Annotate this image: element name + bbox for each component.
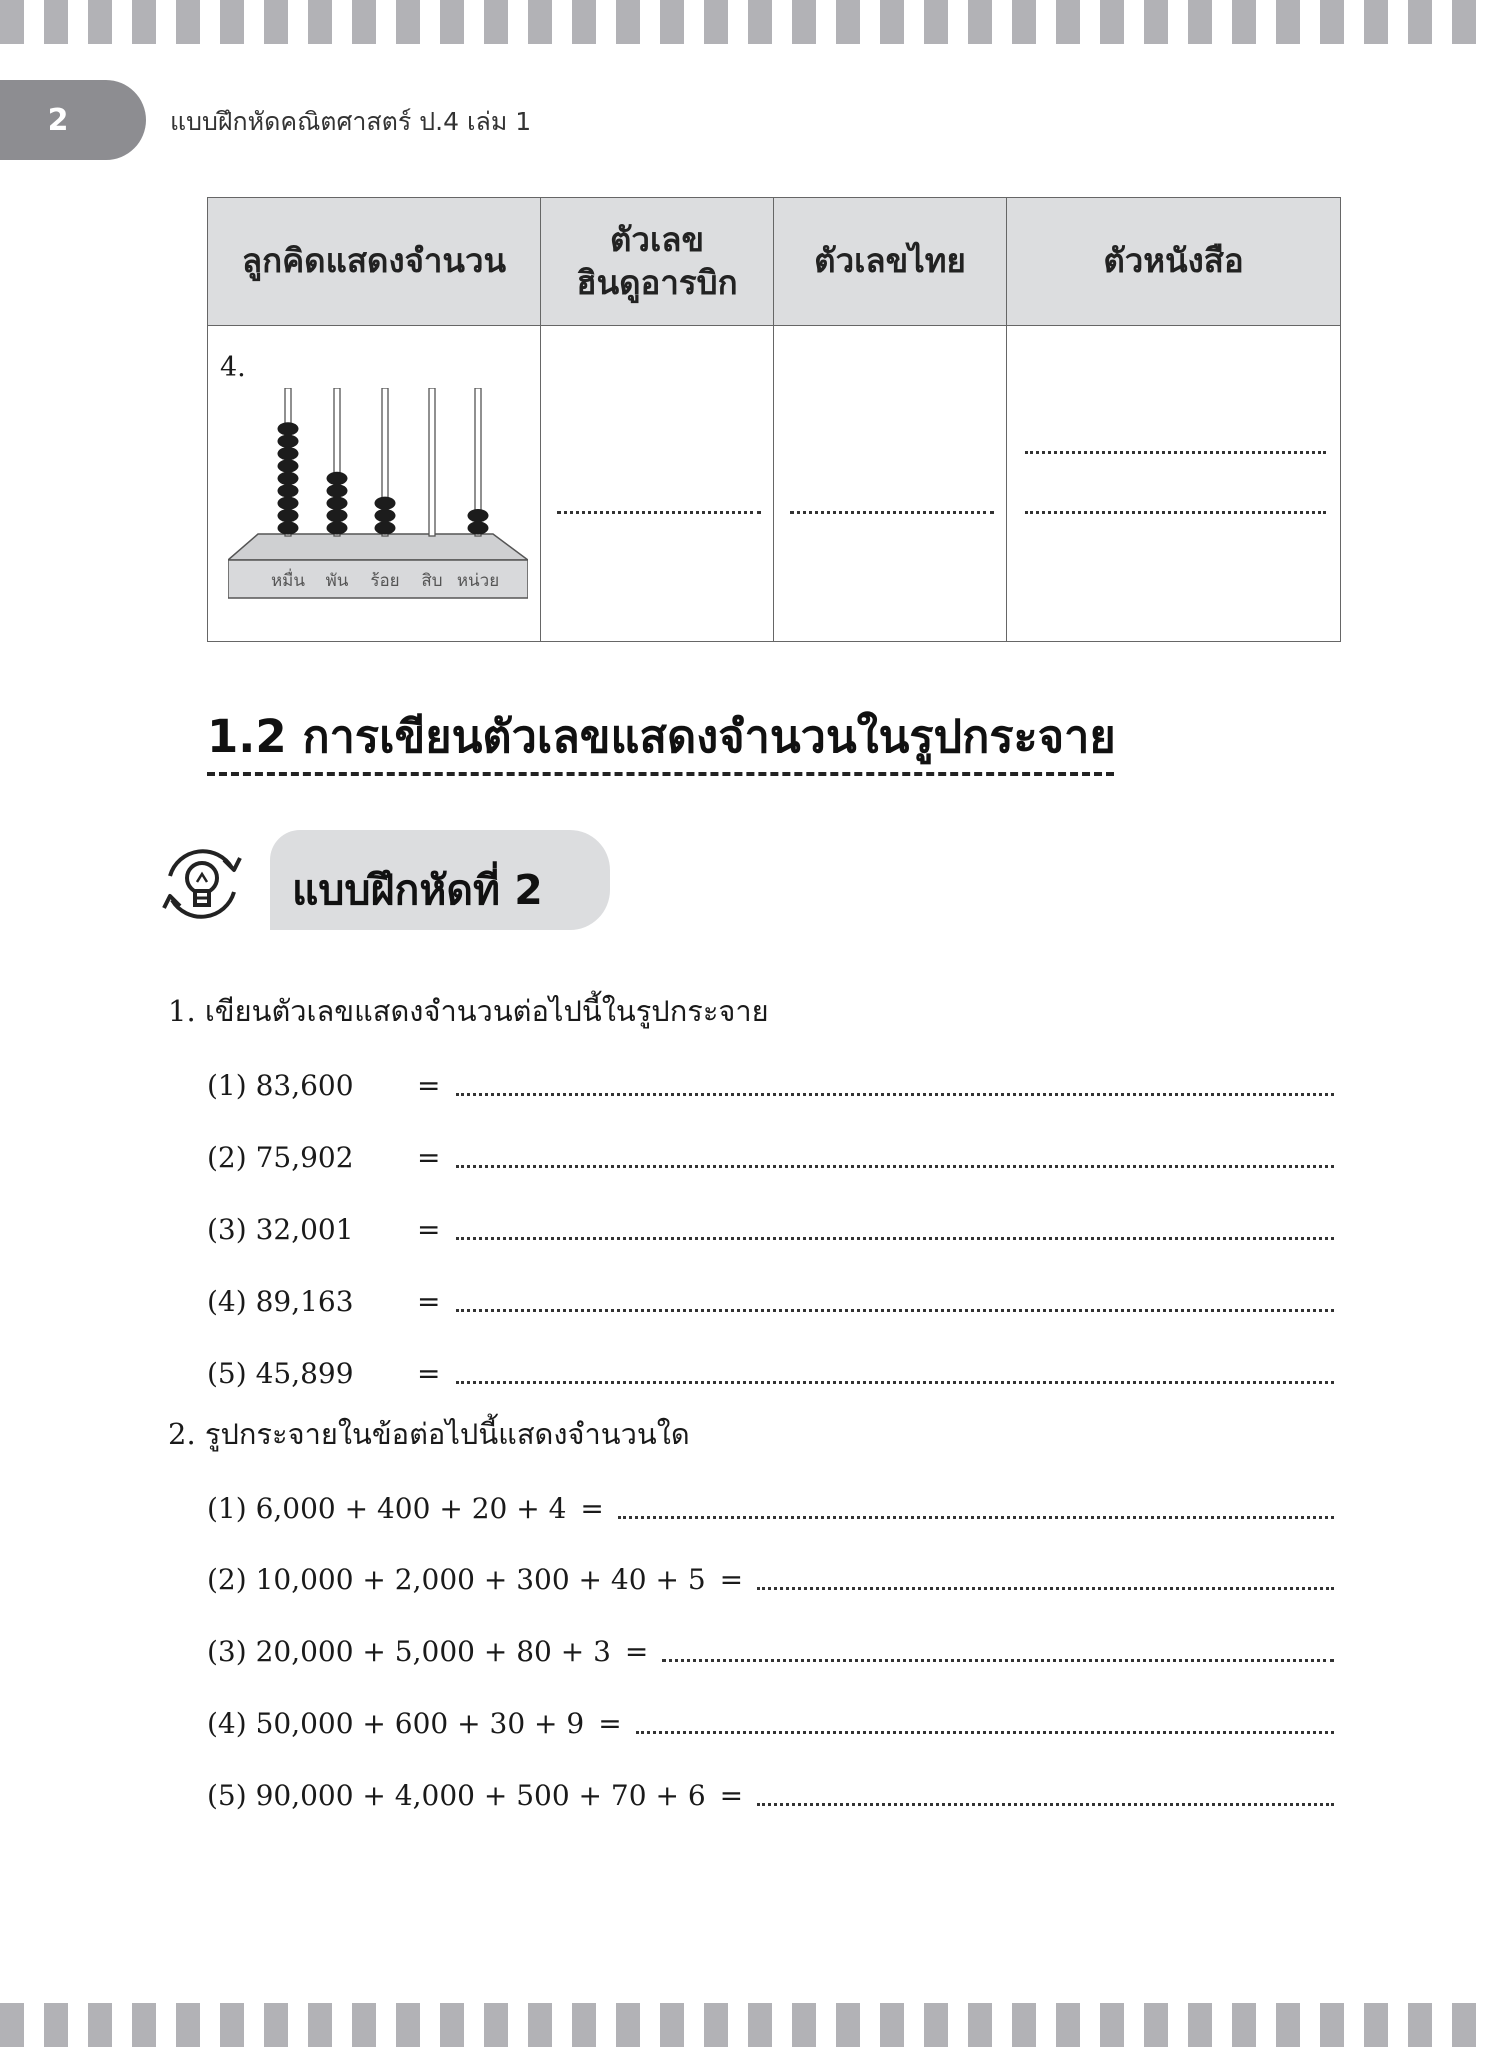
q2-item [207,1556,1334,1596]
equals-sign: = [417,1285,441,1318]
q1-item [207,1350,1334,1390]
abacus-bead [278,497,299,510]
abacus-bead [327,497,348,510]
question-2-prompt: 2. รูปกระจายในข้อต่อไปนี้แสดงจำนวนใด [168,1417,690,1451]
equals-sign: = [417,1069,441,1102]
abacus-place-label: ร้อย [370,571,400,591]
q1-answer-line[interactable] [456,1381,1334,1384]
q1-item [207,1062,1334,1102]
abacus-bead [468,509,489,522]
section-title-underline [207,772,1114,776]
abacus-bead [278,447,299,460]
abacus-bead [327,472,348,485]
q1-answer-line[interactable] [456,1309,1334,1312]
q2-item [207,1628,1334,1668]
q2-item-label: (3) 20,000 + 5,000 + 80 + 3 [207,1635,611,1668]
q2-answer-line[interactable] [636,1731,1334,1734]
q2-item-label: (1) 6,000 + 400 + 20 + 4 [207,1492,567,1525]
abacus-place-label: หมื่น [270,571,306,591]
top-stripe-border [0,0,1496,44]
q2-answer-line[interactable] [757,1803,1334,1806]
abacus-bead [468,521,489,534]
thai-numeral-answer-cell [774,326,1007,642]
equals-sign: = [624,1635,649,1668]
q2-item-label: (4) 50,000 + 600 + 30 + 9 [207,1707,585,1740]
equals-sign: = [719,1563,744,1596]
q1-item-label: (1) 83,600 [207,1069,354,1102]
q1-item-label: (2) 75,902 [207,1141,354,1174]
bottom-stripe-border [0,2003,1496,2047]
abacus-bead [375,497,396,510]
q1-answer-line[interactable] [456,1237,1334,1240]
abacus-bead [375,521,396,534]
header-words: ตัวหนังสือ [1007,198,1341,326]
q2-item [207,1485,1334,1525]
hindu-arabic-answer-line[interactable] [557,511,761,514]
q2-item [207,1772,1334,1812]
abacus-rod [429,388,435,536]
equals-sign: = [719,1779,744,1812]
abacus-place-label: พัน [325,571,349,591]
q2-answer-line[interactable] [618,1516,1334,1519]
words-answer-cell [1007,326,1341,642]
abacus-bead [278,521,299,534]
section-title: 1.2 การเขียนตัวเลขแสดงจำนวนในรูปกระจาย [207,710,1116,763]
question-1-prompt: 1. เขียนตัวเลขแสดงจำนวนต่อไปนี้ในรูปกระจาย [168,994,769,1028]
abacus-cell [208,326,541,642]
q2-item-label: (2) 10,000 + 2,000 + 300 + 40 + 5 [207,1563,706,1596]
q2-answer-line[interactable] [662,1659,1334,1662]
q1-item-label: (3) 32,001 [207,1213,354,1246]
header-hindu-arabic [541,198,774,326]
abacus-bead [278,435,299,448]
abacus-bead [278,484,299,497]
abacus-place-label: หน่วย [456,571,500,591]
running-header: แบบฝึกหัดคณิตศาสตร์ ป.4 เล่ม 1 [170,107,532,136]
equals-sign: = [580,1492,604,1525]
abacus-bead [278,472,299,485]
equals-sign: = [417,1213,441,1246]
equals-sign: = [417,1357,441,1390]
equals-sign: = [417,1141,441,1174]
q2-answer-line[interactable] [757,1587,1334,1590]
row-number: 4. [220,352,246,383]
abacus-bead [327,521,348,534]
header-hindu-arabic-line1: ตัวเลข [609,219,705,259]
abacus-base-top [228,534,528,560]
thai-numeral-answer-line[interactable] [790,511,994,514]
abacus-place-label: สิบ [421,571,443,591]
q1-item-label: (5) 45,899 [207,1357,354,1390]
equals-sign: = [598,1707,622,1740]
q2-item [207,1700,1334,1740]
q1-answer-line[interactable] [456,1165,1334,1168]
page-number-tab [0,80,146,160]
q1-item [207,1206,1334,1246]
table-row [208,326,1341,642]
abacus-illustration [228,388,528,618]
abacus-bead [278,509,299,522]
q1-answer-line[interactable] [456,1093,1334,1096]
abacus-bead [327,484,348,497]
header-abacus: ลูกคิดแสดงจำนวน [208,198,541,326]
lightbulb-cycle-icon [156,838,248,930]
table-header-row [208,198,1341,326]
page-number: 2 [47,102,69,138]
header-thai-numeral: ตัวเลขไทย [774,198,1007,326]
header-hindu-arabic-line2: ฮินดูอารบิก [576,262,738,302]
q1-item [207,1278,1334,1318]
exercise-title: แบบฝึกหัดที่ 2 [292,866,543,914]
q2-item-label: (5) 90,000 + 4,000 + 500 + 70 + 6 [207,1779,706,1812]
words-answer-line-2[interactable] [1025,511,1326,514]
words-answer-line-1[interactable] [1025,451,1326,454]
abacus-bead [327,509,348,522]
hindu-arabic-answer-cell [541,326,774,642]
q1-item [207,1134,1334,1174]
abacus-bead [375,509,396,522]
abacus-bead [278,459,299,472]
number-representation-table [207,197,1341,642]
abacus-bead [278,422,299,435]
q1-item-label: (4) 89,163 [207,1285,354,1318]
